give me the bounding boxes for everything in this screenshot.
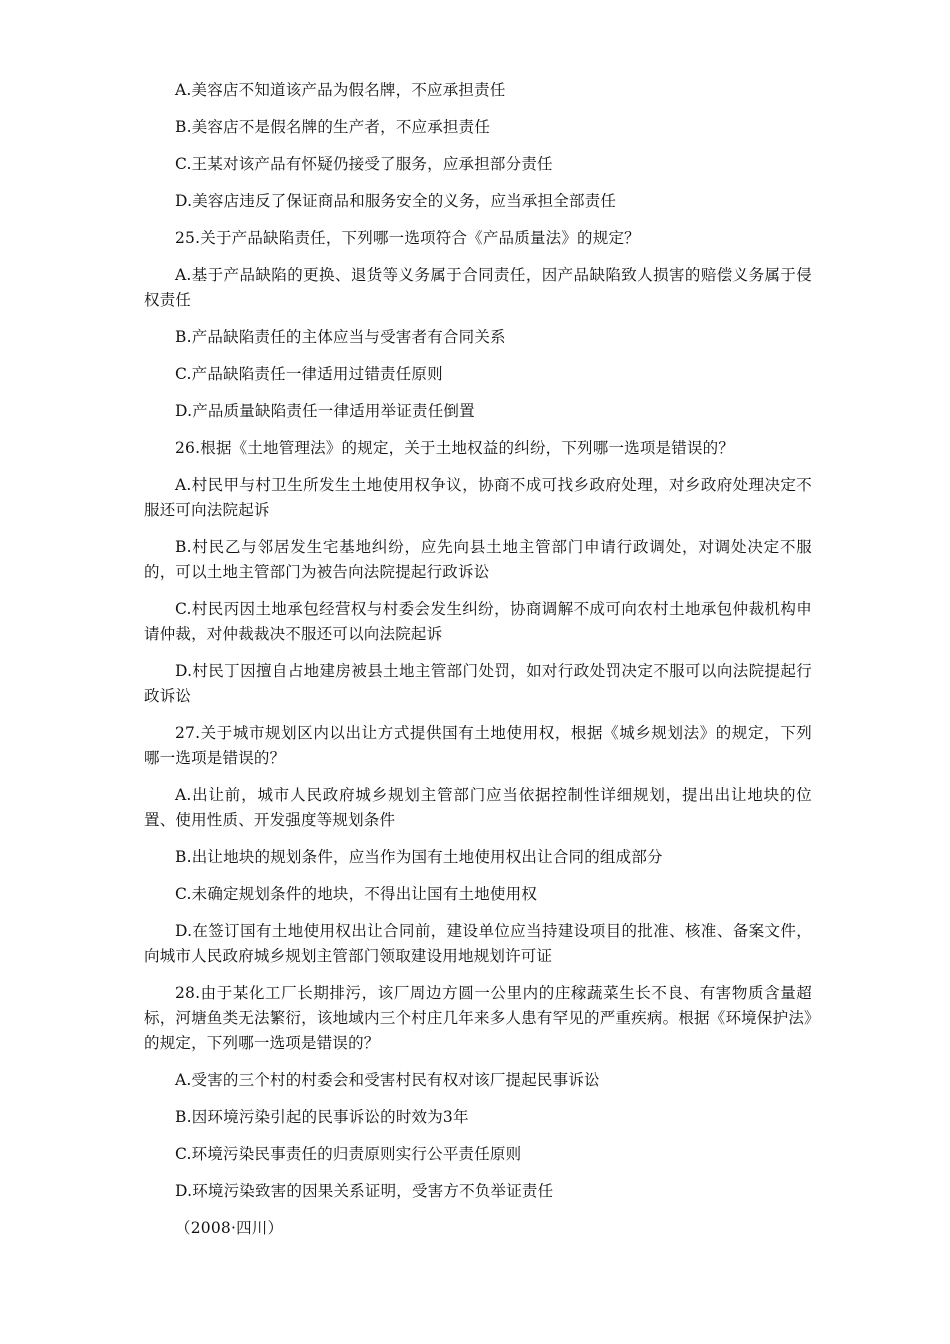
option-28-d: D.环境污染致害的因果关系证明，受害方不负举证责任 xyxy=(175,1182,554,1200)
option-28-c: C.环境污染民事责任的归责原则实行公平责任原则 xyxy=(175,1145,522,1163)
option-27-d: D.在签订国有土地使用权出让合同前，建设单位应当持建设项目的批准、核准、备案文件，向城市人民政府城乡规划主管部门领取建设用地规划许可证 xyxy=(144,922,812,965)
option-25-b: B.产品缺陷责任的主体应当与受害者有合同关系 xyxy=(175,328,506,346)
document-page xyxy=(144,78,812,1253)
source-note: （2008·四川） xyxy=(175,1219,284,1237)
option-26-b: B.村民乙与邻居发生宅基地纠纷，应先向县土地主管部门申请行政调处，对调处决定不服的，可以土地主管部门为被告向法院提起行政诉讼 xyxy=(144,538,812,581)
option-24-b: B.美容店不是假名牌的生产者，不应承担责任 xyxy=(175,118,491,136)
option-25-a: A.基于产品缺陷的更换、退货等义务属于合同责任，因产品缺陷致人损害的赔偿义务属于侵权责任 xyxy=(144,266,812,309)
option-24-a: A.美容店不知道该产品为假名牌，不应承担责任 xyxy=(175,81,506,99)
option-28-a: A.受害的三个村的村委会和受害村民有权对该厂提起民事诉讼 xyxy=(175,1071,600,1089)
question-25: 25.关于产品缺陷责任，下列哪一选项符合《产品质量法》的规定？ xyxy=(175,229,640,247)
option-27-c: C.未确定规划条件的地块，不得出让国有土地使用权 xyxy=(175,885,538,903)
option-24-d: D.美容店违反了保证商品和服务安全的义务，应当承担全部责任 xyxy=(175,192,617,210)
option-27-b: B.出让地块的规划条件，应当作为国有土地使用权出让合同的组成部分 xyxy=(175,848,663,866)
option-28-b: B.因环境污染引起的民事诉讼的时效为3年 xyxy=(175,1108,469,1126)
question-27: 27.关于城市规划区内以出让方式提供国有土地使用权，根据《城乡规划法》的规定，下列哪一选项是错误的？ xyxy=(144,724,812,767)
option-25-d: D.产品质量缺陷责任一律适用举证责任倒置 xyxy=(175,402,475,420)
option-24-c: C.王某对该产品有怀疑仍接受了服务，应承担部分责任 xyxy=(175,155,553,173)
option-25-c: C.产品缺陷责任一律适用过错责任原则 xyxy=(175,365,443,383)
question-26: 26.根据《土地管理法》的规定，关于土地权益的纠纷，下列哪一选项是错误的？ xyxy=(175,439,735,457)
question-28: 28.由于某化工厂长期排污，该厂周边方圆一公里内的庄稼蔬菜生长不良、有害物质含量超标，河塘鱼类无法繁衍，该地域内三个村庄几年来多人患有罕见的严重疾病。根据《环境保护法》的规定，下列哪一选项是错误的？ xyxy=(144,984,812,1052)
option-27-a: A.出让前，城市人民政府城乡规划主管部门应当依据控制性详细规划，提出出让地块的位置、使用性质、开发强度等规划条件 xyxy=(144,786,812,829)
option-26-c: C.村民丙因土地承包经营权与村委会发生纠纷，协商调解不成可向农村土地承包仲裁机构申请仲裁，对仲裁裁决不服还可以向法院起诉 xyxy=(144,600,812,643)
option-26-d: D.村民丁因擅自占地建房被县土地主管部门处罚，如对行政处罚决定不服可以向法院提起行政诉讼 xyxy=(144,662,812,705)
option-26-a: A.村民甲与村卫生所发生土地使用权争议，协商不成可找乡政府处理，对乡政府处理决定不服还可向法院起诉 xyxy=(144,476,812,519)
